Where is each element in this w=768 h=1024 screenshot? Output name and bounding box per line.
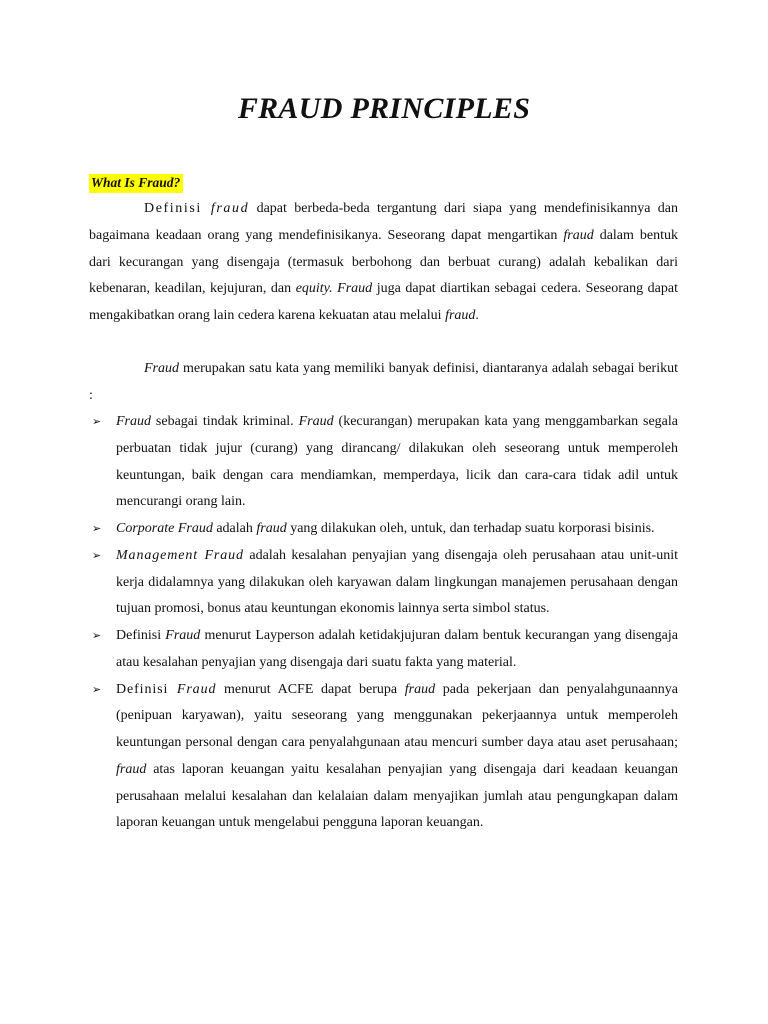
italic-term: Fraud [176, 681, 217, 697]
list-item [89, 543, 678, 623]
italic-term: Fraud [165, 628, 201, 643]
arrow-bullet-icon: ➢ [92, 416, 102, 428]
paragraph-text: dalam bentuk dari kecurangan yang disengaja (termasuk berbohong dan berbuat curang) adalah kebalikan dari kebenaran, keadilan, kejujuran, dan [89, 227, 678, 297]
list-item [89, 409, 678, 516]
paragraph-text: dapat berbeda-beda tergantung dari siapa yang mendefinisikannya dan bagaimana keadaan orang yang mendefinisikanya. Seseorang dapat mengartikan [89, 201, 678, 243]
list-text: pada pekerjaan dan penyalahgunaannya (penipuan karyawan), yaitu seseorang yang menggunakan pekerjaannya untuk memperoleh keuntungan personal dengan cara penyalahgunaan atau mencuri sumber daya atau aset perusahaan; [116, 681, 678, 750]
italic-term: fraud [563, 227, 594, 243]
arrow-bullet-icon: ➢ [92, 683, 102, 696]
section-heading: What Is Fraud? [89, 174, 183, 193]
definition-paragraph [89, 196, 678, 330]
italic-term: fraud [210, 201, 250, 216]
list-item [89, 623, 678, 677]
list-text: menurut ACFE dapat berupa [216, 681, 405, 697]
italic-term: fraud [445, 308, 476, 323]
definition-list [89, 409, 678, 837]
arrow-bullet-icon: ➢ [92, 630, 102, 642]
list-text: yang dilakukan oleh, untuk, dan terhadap suatu korporasi bisinis. [286, 521, 655, 536]
list-item [89, 516, 678, 543]
list-text: sebagai tindak kriminal. [151, 414, 299, 429]
list-text: Definisi [116, 628, 166, 643]
list-item [89, 677, 678, 838]
italic-term: fraud [256, 521, 287, 536]
list-text: Definisi [116, 681, 177, 697]
italic-term: Fraud [298, 414, 334, 429]
italic-term: fraud [116, 761, 147, 777]
italic-term: Fraud [144, 361, 179, 376]
paragraph-text: . [475, 308, 479, 323]
italic-term: Fraud [116, 414, 151, 429]
paragraph-text: juga dapat diartikan sebagai cedera. Seseorang dapat mengakibatkan orang lain cedera karena kekuatan atau melalui [89, 281, 678, 323]
list-text: (kecurangan) merupakan kata yang menggambarkan segala perbuatan tidak jujur (curang) yang dirancang/ dilakukan oleh seseorang untuk memperoleh keuntungan, baik dengan cara mendiamkan, memperdaya, licik dan cara-cara tidak adil untuk mencurangi orang lain. [116, 414, 678, 510]
list-text: adalah [212, 521, 257, 536]
italic-term: Corporate Fraud [116, 521, 213, 536]
arrow-bullet-icon: ➢ [92, 549, 102, 562]
arrow-bullet-icon: ➢ [92, 523, 102, 535]
italic-term: fraud [404, 681, 436, 697]
list-text: menurut Layperson adalah ketidakjujuran dalam bentuk kecurangan yang disengaja atau kesalahan penyajian yang disengaja dari suatu fakta yang material. [116, 628, 678, 670]
intro-paragraph [89, 356, 678, 410]
italic-term: equity. Fraud [295, 281, 373, 297]
list-text: atas laporan keuangan yaitu kesalahan penyajian yang disengaja dari keadaan keuangan perusahaan melalui kesalahan dan kelalaian dalam menyajikan jumlah atau pengungkapan dalam laporan keuangan untuk mengelabui pengguna laporan keuangan. [116, 761, 678, 831]
paragraph-text: merupakan satu kata yang memiliki banyak definisi, diantaranya adalah sebagai berikut : [89, 361, 678, 403]
paragraph-text: Definisi [144, 201, 211, 216]
list-text: adalah kesalahan penyajian yang disengaja oleh perusahaan atau unit-unit kerja didalamnya yang dilakukan oleh karyawan dalam lingkungan manajemen perusahaan dengan tujuan promosi, bonus atau keuntungan ekonomis lainnya serta simbol status. [116, 547, 678, 617]
page-title: FRAUD PRINCIPLES [237, 92, 531, 125]
italic-term: Management Fraud [116, 547, 244, 563]
